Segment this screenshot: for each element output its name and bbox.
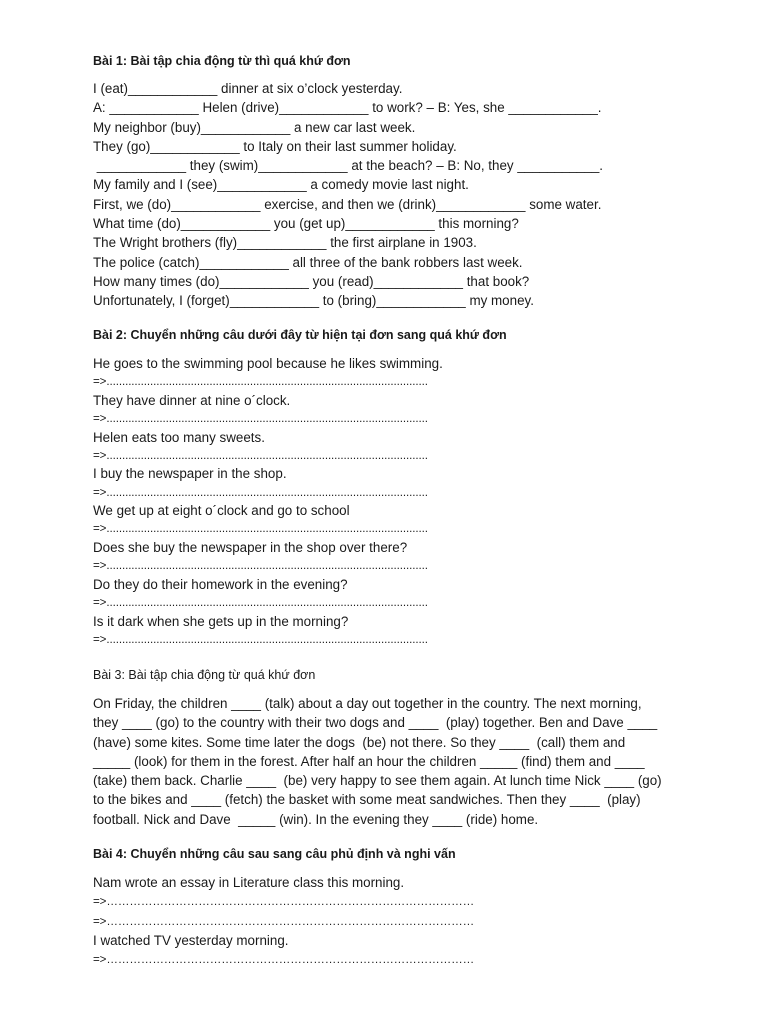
exercise-1-line: My neighbor (buy)____________ a new car last week.: [93, 119, 416, 135]
exercise-2-sentence: We get up at eight o´clock and go to school: [93, 503, 350, 519]
exercise-3-title: Bài 3: Bài tập chia động từ quá khứ đơn: [93, 668, 316, 682]
paragraph-line: football. Nick and Dave _____ (win). In the evening they ____ (ride) home.: [93, 811, 539, 827]
exercise-2-body: [93, 354, 443, 648]
exercise-3-paragraph: [93, 694, 662, 829]
answer-line: =>……………………………………………………………………………………: [93, 895, 475, 909]
exercise-1-line: The police (catch)____________ all three of the bank robbers last week.: [93, 254, 523, 270]
exercise-4-body: [93, 873, 474, 969]
exercise-1-line: My family and I (see)____________ a comedy movie last night.: [93, 177, 469, 193]
answer-line: =>.......................................................................................................: [93, 559, 428, 573]
answer-line: =>……………………………………………………………………………………: [93, 953, 475, 967]
exercise-1-line: First, we (do)____________ exercise, and then we (drink)____________ some water.: [93, 196, 602, 212]
answer-line: =>.......................................................................................................: [93, 632, 428, 646]
exercise-4-title: Bài 4: Chuyển những câu sau sang câu phủ định và nghi vấn: [93, 847, 456, 861]
answer-line: =>.......................................................................................................: [93, 375, 428, 389]
exercise-1-body: [93, 79, 603, 311]
paragraph-line: _____ (look) for them in the forest. After half an hour the children _____ (find) them and ____: [93, 753, 645, 769]
exercise-2-sentence: I buy the newspaper in the shop.: [93, 466, 287, 482]
exercise-4-sentence: Nam wrote an essay in Literature class this morning.: [93, 875, 405, 890]
answer-line: =>……………………………………………………………………………………: [93, 914, 475, 928]
answer-line: =>.......................................................................................................: [93, 412, 428, 426]
exercise-2-sentence: Does she buy the newspaper in the shop over there?: [93, 539, 408, 555]
paragraph-line: to the bikes and ____ (fetch) the basket with some meat sandwiches. Then they ____ (play): [93, 792, 641, 808]
exercise-2-sentence: Is it dark when she gets up in the morning?: [93, 613, 349, 629]
exercise-2-sentence: He goes to the swimming pool because he likes swimming.: [93, 356, 443, 371]
answer-line: =>.......................................................................................................: [93, 485, 428, 499]
paragraph-line: (have) some kites. Some time later the dogs (be) not there. So they ____ (call) them and: [93, 734, 626, 750]
answer-line: =>.......................................................................................................: [93, 448, 428, 462]
exercise-1-line: ____________ they (swim)____________ at the beach? – B: No, they ___________.: [93, 158, 603, 174]
paragraph-line: On Friday, the children ____ (talk) about a day out together in the country. The next morning,: [93, 696, 642, 711]
exercise-1-line: The Wright brothers (fly)____________ the first airplane in 1903.: [93, 235, 477, 251]
exercise-1-line: How many times (do)____________ you (read)____________ that book?: [93, 273, 530, 289]
paragraph-line: they ____ (go) to the country with their two dogs and ____ (play) together. Ben and Dave ____: [93, 715, 658, 731]
exercise-1-line: They (go)____________ to Italy on their last summer holiday.: [93, 138, 457, 154]
exercise-2-sentence: Do they do their homework in the evening?: [93, 576, 348, 592]
answer-line: =>.......................................................................................................: [93, 596, 428, 610]
answer-line: =>.......................................................................................................: [93, 522, 428, 536]
exercise-1-line: A: ____________ Helen (drive)____________ to work? – B: Yes, she ____________.: [93, 100, 602, 116]
exercise-1-line: What time (do)____________ you (get up)____________ this morning?: [93, 216, 519, 232]
exercise-1-line: Unfortunately, I (forget)____________ to (bring)____________ my money.: [93, 293, 534, 309]
exercise-2-sentence: They have dinner at nine o´clock.: [93, 392, 291, 408]
exercise-2-title: Bài 2: Chuyển những câu dưới đây từ hiện tại đơn sang quá khứ đơn: [93, 328, 507, 342]
exercise-4-sentence: I watched TV yesterday morning.: [93, 932, 289, 948]
paragraph-line: (take) them back. Charlie ____ (be) very happy to see them again. At lunch time Nick ____ (go): [93, 773, 662, 789]
exercise-1-title: Bài 1: Bài tập chia động từ thì quá khứ đơn: [93, 54, 351, 68]
exercise-2-sentence: Helen eats too many sweets.: [93, 429, 265, 445]
exercise-1-line: I (eat)____________ dinner at six o’clock yesterday.: [93, 81, 403, 96]
